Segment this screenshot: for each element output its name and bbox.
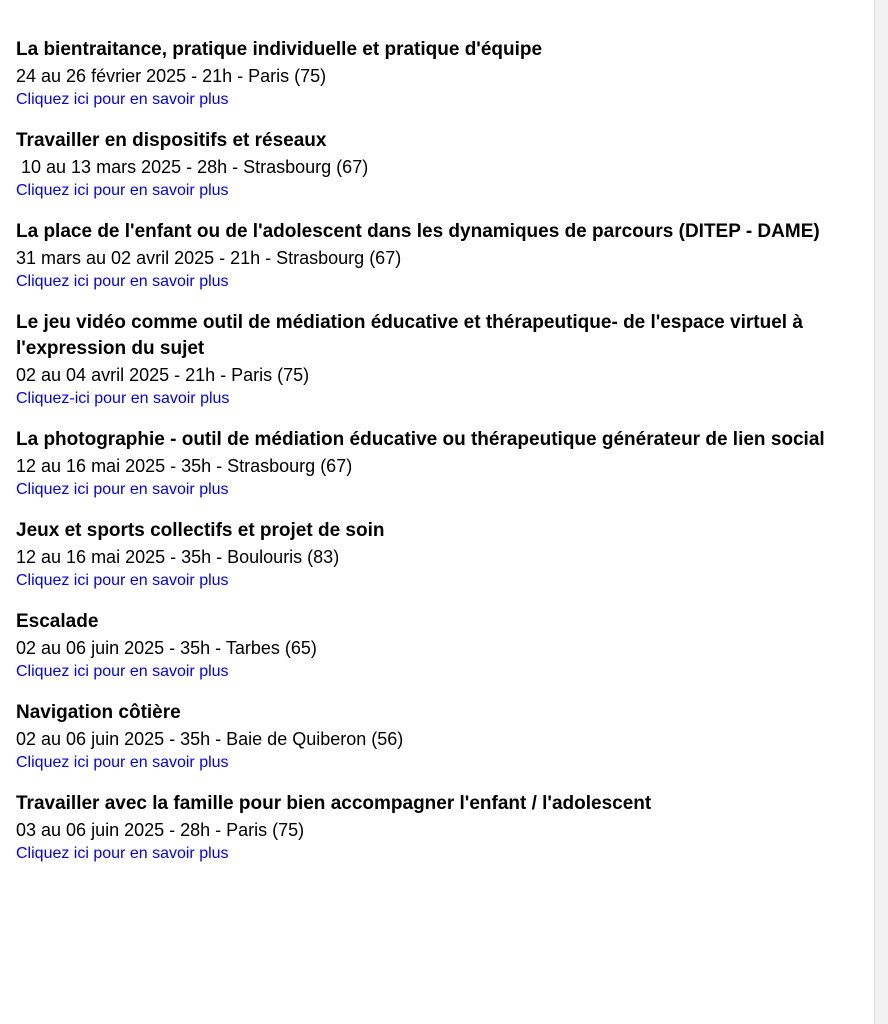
training-details: 12 au 16 mai 2025 - 35h - Boulouris (83) bbox=[16, 547, 340, 567]
learn-more-link[interactable]: Cliquez ici pour en savoir plus bbox=[16, 182, 229, 199]
training-details: 10 au 13 mars 2025 - 28h - Strasbourg (67) bbox=[16, 157, 369, 177]
training-item bbox=[16, 518, 864, 592]
learn-more-link[interactable]: Cliquez ici pour en savoir plus bbox=[16, 91, 229, 108]
training-title: Escalade bbox=[16, 611, 99, 632]
learn-more-link[interactable]: Cliquez ici pour en savoir plus bbox=[16, 481, 229, 498]
training-title: La photographie - outil de médiation éducative ou thérapeutique générateur de lien social bbox=[16, 429, 825, 450]
learn-more-link[interactable]: Cliquez-ici pour en savoir plus bbox=[16, 390, 230, 407]
training-title: La bientraitance, pratique individuelle et pratique d'équipe bbox=[16, 39, 543, 60]
training-details: 02 au 06 juin 2025 - 35h - Tarbes (65) bbox=[16, 638, 317, 658]
training-details: 24 au 26 février 2025 - 21h - Paris (75) bbox=[16, 66, 327, 86]
training-item bbox=[16, 427, 864, 501]
learn-more-link[interactable]: Cliquez ici pour en savoir plus bbox=[16, 273, 229, 290]
training-item bbox=[16, 128, 864, 202]
training-title: Le jeu vidéo comme outil de médiation éducative et thérapeutique- de l'espace virtuel à l'expression du sujet bbox=[16, 312, 803, 359]
learn-more-link[interactable]: Cliquez ici pour en savoir plus bbox=[16, 572, 229, 589]
training-details: 31 mars au 02 avril 2025 - 21h - Strasbourg (67) bbox=[16, 248, 402, 268]
training-item bbox=[16, 37, 864, 111]
training-item bbox=[16, 310, 864, 410]
training-details: 12 au 16 mai 2025 - 35h - Strasbourg (67) bbox=[16, 456, 353, 476]
training-item bbox=[16, 700, 864, 774]
training-item bbox=[16, 791, 864, 865]
training-details: 02 au 06 juin 2025 - 35h - Baie de Quiberon (56) bbox=[16, 729, 404, 749]
training-details: 02 au 04 avril 2025 - 21h - Paris (75) bbox=[16, 365, 310, 385]
training-details: 03 au 06 juin 2025 - 28h - Paris (75) bbox=[16, 820, 305, 840]
training-title: La place de l'enfant ou de l'adolescent dans les dynamiques de parcours (DITEP - DAME) bbox=[16, 221, 820, 242]
training-item bbox=[16, 609, 864, 683]
training-title: Jeux et sports collectifs et projet de soin bbox=[16, 520, 385, 541]
training-item bbox=[16, 219, 864, 293]
training-title: Travailler avec la famille pour bien accompagner l'enfant / l'adolescent bbox=[16, 793, 652, 814]
training-title: Travailler en dispositifs et réseaux bbox=[16, 130, 327, 151]
learn-more-link[interactable]: Cliquez ici pour en savoir plus bbox=[16, 663, 229, 680]
learn-more-link[interactable]: Cliquez ici pour en savoir plus bbox=[16, 754, 229, 771]
training-list bbox=[16, 37, 864, 882]
learn-more-link[interactable]: Cliquez ici pour en savoir plus bbox=[16, 845, 229, 862]
training-title: Navigation côtière bbox=[16, 702, 181, 723]
